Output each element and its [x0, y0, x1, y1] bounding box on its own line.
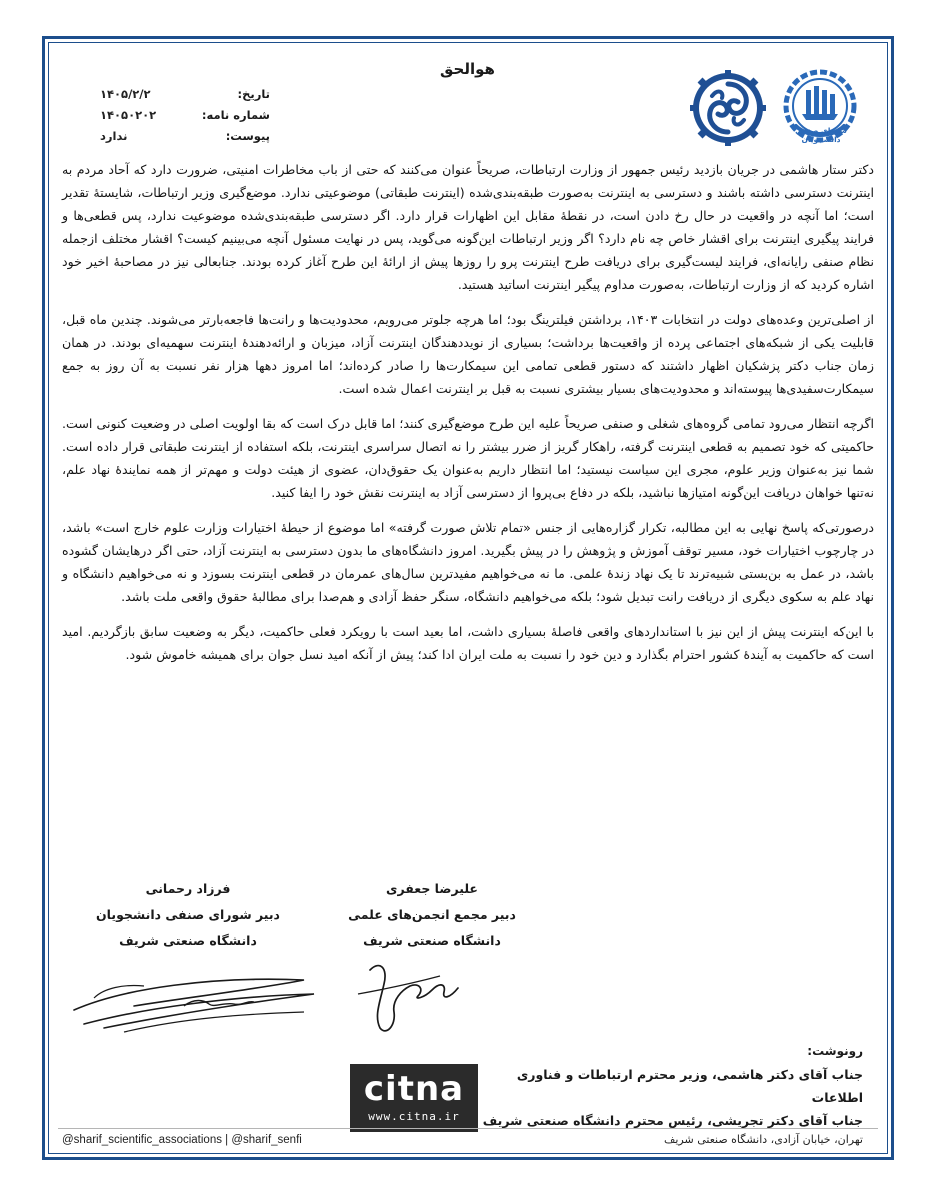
cc-item: جناب آقای دکتر تجریشی، رئیس محترم دانشگاه صنعتی شریف [482, 1113, 863, 1128]
attachment-row [100, 126, 270, 147]
signature-jafari [340, 950, 470, 1040]
social-handles: @sharif_scientific_associations | @sharif_senfi [62, 1134, 302, 1146]
signatory-title: دبیر مجمع انجمن‌های علمی [348, 907, 516, 922]
cc-block [463, 1040, 863, 1132]
watermark-logo: citna [363, 1069, 465, 1109]
signatory-org: دانشگاه صنعتی شریف [363, 933, 501, 948]
date-label: تاریخ: [237, 87, 270, 101]
signatory-name: علیرضا جعفری [386, 881, 478, 896]
signatory-name: فرزاد رحمانی [145, 881, 231, 896]
signatory-org: دانشگاه صنعتی شریف [119, 933, 257, 948]
date-row [100, 84, 270, 105]
watermark-url: www.citna.ir [368, 1110, 460, 1123]
signatory-title: دبیر شورای صنفی دانشجویان [96, 907, 280, 922]
cc-item: جناب آقای دکتر هاشمی، وزیر محترم ارتباطات و فناوری اطلاعات [516, 1067, 863, 1105]
body-paragraph-5: با این‌که اینترنت پیش از این نیز با استانداردهای واقعی فاصلهٔ بسیاری داشت، اما بعید است با رویکرد فعلی حاکمیت، دیگر به وضعیت سابق بازگردیم. امید است که حاکمیت به آیندهٔ کشور احترام بگذارد و دین خود را نسبت به ملت ایران ادا کند؛ پیش از آنکه امید نسل جوان برای همیشه خاموش شود. [62, 624, 874, 662]
logo-caption: شورای صنفی دانشجویان [795, 126, 847, 144]
body-paragraph-4: درصورتی‌که پاسخ نهایی به این مطالبه، تکرار گزاره‌هایی از جنس «تمام تلاش صورت گرفته» اما موضوع از حیطهٔ اختیارات وزارت علوم خارج است» باشد، در چارچوب اختیارات خود، مسیر توقف آموزش و پژوهش را در پیش بگیرید. امروز دانشگاه‌های ما بدون دسترسی به اینترنت آزاد، حتی اگر درهایشان گشوده باشد، در عمل به بن‌بستی شبیه‌ترند تا یک نهاد زندهٔ علمی. ما نه می‌خواهیم مفیدترین سال‌های عمرمان در قطعی اینترنت بسوزد و نه می‌خواهیم دانشگاه و نهاد علم به سکوی دیگری از دریافت رانت تبدیل شود؛ بلکه می‌خواهیم دانشگاه، سنگر حفظ آزادی و هم‌صدا برای مطالبهٔ حقوق واقعی ملت باشد. [62, 520, 874, 604]
body-paragraph-2: از اصلی‌ترین وعده‌های دولت در انتخابات ۱۴۰۳، برداشتن فیلترینگ بود؛ اما هرچه جلوتر می‌رویم، محدودیت‌ها و رانت‌ها فاجعه‌بارتر می‌شوند. چندین ماه قبل، قابلیت یکی از شبکه‌های اجتماعی پرده از واقعیت‌ها برداشت؛ بسیاری از نویددهندگان اینترنت آزاد، میزبان و ارائه‌دهندهٔ اینترنت سهمیه‌ای بودند. در همان زمان جناب دکتر پزشکیان اظهار داشتند که دستور قطعی تمامی این سیمکارت‌ها را صادر کرده‌اند؛ اما امروز دهها هزار نفر نسبت به آن روز به جمع سیمکارت‌سفیدی‌ها پیوسته‌اند و محدودیت‌های بسیار بیشتری نسبت به قبل بر اینترنت اعمال شده است. [62, 312, 874, 396]
letter-body [62, 158, 874, 678]
footer-address: تهران، خیابان آزادی، دانشگاه صنعتی شریف [663, 1133, 863, 1146]
body-paragraph-3: اگرچه انتظار می‌رود تمامی گروه‌های شغلی و صنفی صریحاً علیه این طرح موضع‌گیری کنند؛ اما قابل درک است که بقا اولویت اصلی در وضعیت کنونی است. حاکمیتی که خود تصمیم به قطعی اینترنت گرفته، راهکار گریز از ضرر بیشتر را نه اتصال سراسری اینترنت، بلکه استفاده از اینترنت طبقاتی قرار داده است. شما نیز به‌عنوان وزیر علوم، مجری این سیاست نیستید؛ اما انتظار داریم به‌عنوان یک حقوق‌دان، عضوی از هیئت دولت و مهم‌تر از همه نمایندهٔ نهاد علم، نه‌تنها خواهان دریافت این‌گونه امتیازها نباشید، بلکه در دفاع بی‌پروا از دسترسی آزاد به اینترنت نقش خود را ایفا کنید. [62, 416, 874, 500]
signatory-jafari [332, 876, 532, 954]
signature-rahmani [64, 958, 334, 1038]
signatory-rahmani [88, 876, 288, 954]
letter-number-label: شماره نامه: [201, 108, 270, 122]
sharif-university-emblem-icon [690, 70, 766, 146]
citna-watermark [350, 1064, 478, 1132]
date-value: ۱۴۰۵/۲/۲ [100, 87, 151, 101]
attachment-label: پیوست: [225, 129, 270, 143]
body-paragraph-1: دکتر ستار هاشمی در جریان بازدید رئیس جمهور از وزارت ارتباطات، صریحاً عنوان می‌کنند که حتی از باب مخاطرات امنیتی، ضرورت دارد که آحاد مردم به اینترنت دسترسی داشته باشند و دسترسی به اینترنت به‌صورت طبقه‌بندی‌شده (اینترنت طبقاتی) موضوعیتی ندارد. موضع‌گیری وزیر ارتباطات، شایستهٔ تقدیر است؛ اما آنچه در واقعیت در حال رخ دادن است، در نقطهٔ مقابل این اظهارات قرار دارد. اگر دسترسی طبقه‌بندی‌شده موضوعیت ندارد، پس قطعی‌ها و فرایند پیگیری اینترنت برای اقشار خاص چه نام دارد؟ اگر وزیر ارتباطات این‌گونه می‌گوید، پس در نهایت مسئول آنچه می‌بینیم کیست؟ اقشار مختلف ازجمله نظام صنفی رایانه‌ای، فرایند لیست‌گیری برای دریافت طرح اینترنت پرو را روزها پیش از ارائهٔ این طرح آغاز کرده بودند. جنابعالی نیز در مصاحبهٔ اخیر خود اشاره کردید که از وزارت ارتباطات، به‌صورت مداوم پیگیر اینترنت اساتید هستید. [62, 162, 874, 292]
letter-heading: هوالحق [440, 60, 495, 78]
footer-divider [58, 1128, 878, 1129]
attachment-value: ندارد [100, 129, 128, 143]
cc-title: رونوشت: [807, 1044, 863, 1058]
letter-meta [100, 84, 270, 147]
number-row [100, 105, 270, 126]
letter-number-value: ۱۴۰۵۰۲۰۲ [100, 108, 157, 122]
